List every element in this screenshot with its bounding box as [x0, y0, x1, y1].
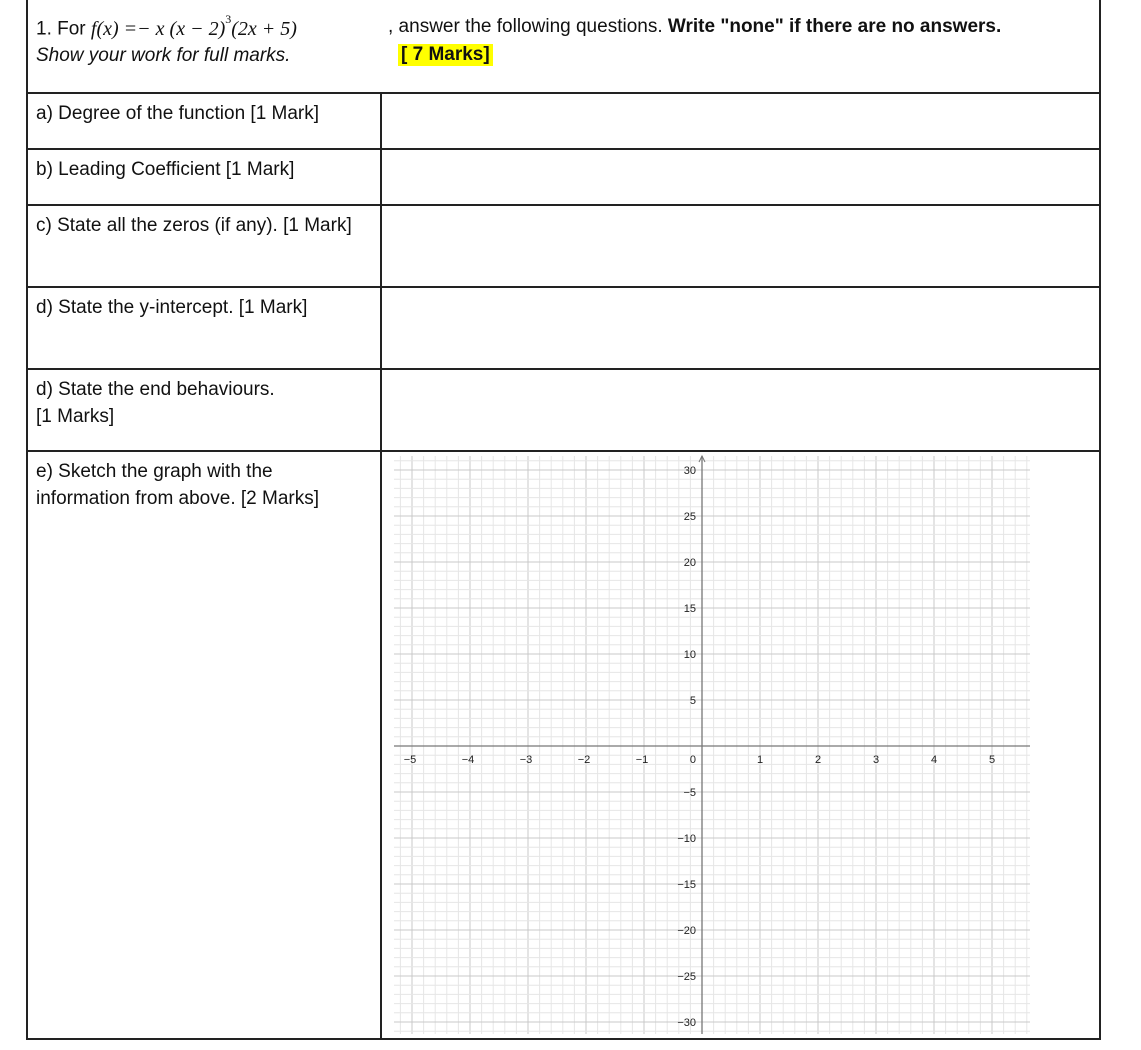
row-label: d) State the y-intercept. [1 Mark]: [36, 297, 308, 318]
row-label-line2: information from above. [2 Marks]: [36, 488, 319, 509]
y-tick-label: −15: [677, 879, 696, 891]
function-tail: (2x + 5): [231, 17, 297, 40]
instruction-plain: , answer the following questions.: [388, 16, 668, 37]
worksheet: [26, 0, 1101, 1040]
row-label: b) Leading Coefficient [1 Mark]: [36, 159, 295, 180]
x-tick-label: 2: [814, 754, 822, 766]
y-tick-label: 15: [683, 603, 696, 615]
y-tick-label: −25: [677, 971, 696, 983]
y-tick-label: 10: [683, 649, 696, 661]
y-tick-label: 20: [683, 557, 696, 569]
row-zeros: [28, 206, 1099, 288]
row-sketch: [28, 452, 1099, 1040]
row-y-intercept: [28, 288, 1099, 370]
tick-labels: [404, 465, 995, 1029]
instruction-bold: Write "none" if there are no answers.: [667, 16, 1002, 37]
y-tick-label: −20: [677, 925, 696, 937]
coordinate-grid[interactable]: [382, 452, 1101, 1036]
row-label: [36, 458, 376, 512]
x-tick-label: −2: [577, 754, 591, 766]
total-marks-badge: [ 7 Marks]: [398, 44, 493, 66]
row-label-line1: e) Sketch the graph with the: [36, 461, 273, 482]
row-end-behaviours: [28, 370, 1099, 452]
row-label-line2: [1 Marks]: [36, 406, 115, 427]
row-label: a) Degree of the function [1 Mark]: [36, 103, 320, 124]
function-text: f(x) =− x (x − 2): [90, 17, 226, 40]
function-exponent: 3: [225, 12, 232, 26]
origin-label: 0: [689, 754, 696, 766]
x-tick-label: −4: [461, 754, 475, 766]
question-prefix: 1. For: [36, 18, 91, 40]
instruction: [388, 16, 1001, 38]
function-expression: [90, 12, 297, 40]
row-degree: [28, 94, 1099, 150]
answer-cell-degree[interactable]: [380, 94, 1099, 148]
x-tick-label: −1: [635, 754, 649, 766]
y-tick-label: −30: [677, 1017, 696, 1029]
question-header: [28, 0, 1099, 94]
question-line: [36, 12, 297, 41]
x-tick-label: 5: [988, 754, 996, 766]
x-tick-label: 3: [872, 754, 880, 766]
y-tick-label: 25: [683, 511, 696, 523]
answer-cell-zeros[interactable]: [380, 206, 1099, 286]
graph-cell[interactable]: [380, 452, 1099, 1040]
grid-lines: [394, 456, 1030, 1034]
y-tick-label: −5: [683, 787, 696, 799]
y-tick-label: 5: [689, 695, 696, 707]
x-tick-label: 1: [756, 754, 764, 766]
answer-cell-y-intercept[interactable]: [380, 288, 1099, 368]
y-tick-label: −10: [677, 833, 696, 845]
y-tick-label: 30: [683, 465, 696, 477]
answer-cell-end-behaviours[interactable]: [380, 370, 1099, 450]
row-label-line1: d) State the end behaviours.: [36, 379, 275, 400]
row-label: [36, 376, 376, 430]
x-tick-label: 4: [930, 754, 938, 766]
show-work-note: Show your work for full marks.: [36, 45, 291, 66]
x-tick-label: −5: [403, 754, 417, 766]
row-leading-coefficient: [28, 150, 1099, 206]
answer-cell-leading-coefficient[interactable]: [380, 150, 1099, 204]
row-label: c) State all the zeros (if any). [1 Mark]: [36, 215, 352, 236]
axes: [394, 456, 1030, 1034]
x-tick-label: −3: [519, 754, 533, 766]
